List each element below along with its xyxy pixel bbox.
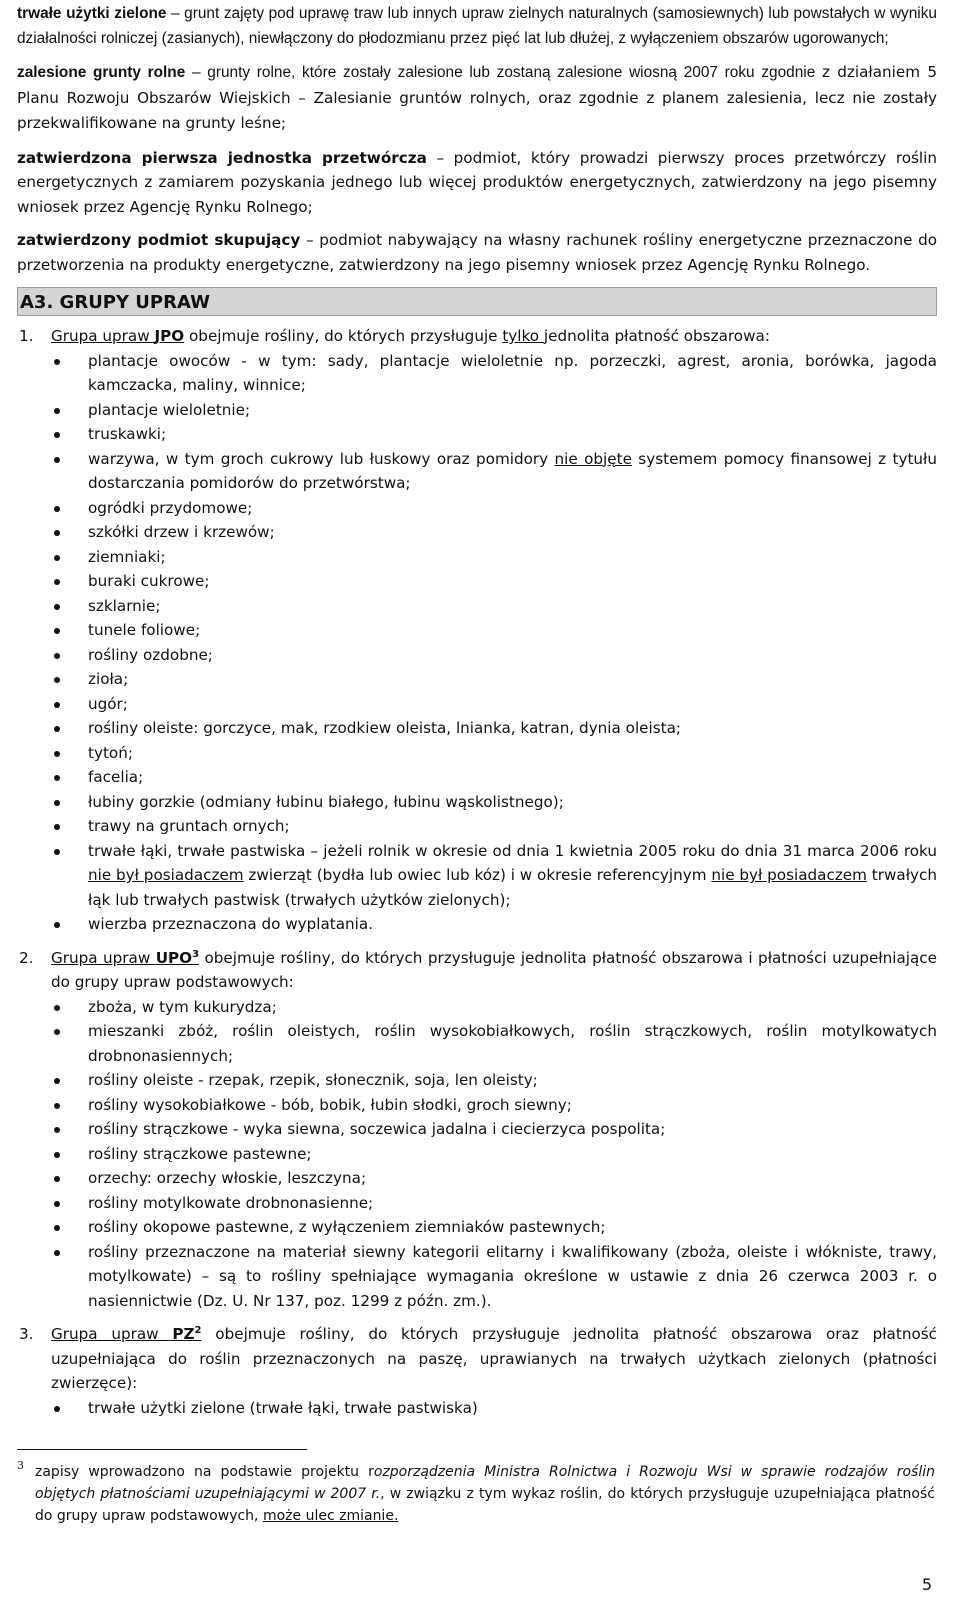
bullet-icon [54,677,60,683]
group-intro-text: obejmuje rośliny, do których przysługuje jednolita płatność obszarowa i płatności uzupełniające do grupy upraw podstawowych: [51,948,937,991]
definition-text: podmiot, który prowadzi pierwszy proces przetwórczy roślin energetycznych z zamiarem pozyskania jednego lub więcej produktów energetycznych, zatwierdzony na jego pisemny wniosek przez Agencję Rynku Rolnego; [17,148,937,216]
list-item [51,520,937,545]
crop-list [51,1396,937,1421]
item-text: rośliny ozdobne; [88,645,213,664]
list-item [51,643,937,668]
footnote-italic: ozporządzenia Ministra Rolnictwa i Rozwoju Wsi w sprawie rodzajów roślin objętych płatnościami uzupełniającymi w 2007 r. [35,1464,936,1502]
list-item [51,716,937,741]
definition-jednostka-przetworcza [17,146,937,220]
list-item [51,1117,937,1142]
footnote-mark: 3 [17,1459,24,1472]
item-text: ziemniaki; [88,547,166,566]
item-text: facelia; [88,768,144,786]
bullet-icon [54,653,60,659]
definition-text: grunty rolne, które zostały zalesione lub zostaną zalesione wiosną 2007 roku zgodnie [207,64,816,81]
item-text-cont: systemem pomocy finansowej z tytułu dostarczania pomidorów do przetwórstwa; [88,449,937,492]
dash: – [166,5,185,22]
item-text: zboża, w tym kukurydza; [88,997,277,1016]
item-text: rośliny przeznaczone na materiał siewny kategorii elitarny i kwalifikowany (zboża, oleiste i włókniste, trawy, motylkowate) – są to rośliny spełniające wymagania określone w ustawie z dnia 26 czerwca 2003 r. o nasiennictwie (Dz. U. Nr 137, poz. 1299 z późn. zm.). [88,1242,937,1310]
bullet-icon [54,604,60,610]
list-item [51,814,937,839]
definition-zalesione-grunty [17,60,937,137]
item-text-cont: zwierząt (bydła lub owiec lub kóz) i w okresie referencyjnym [243,866,712,884]
item-text: rośliny strączkowe - wyka siewna, soczewica jadalna i ciecierzyca pospolita; [88,1120,666,1138]
footnote-text-b: , w związku z tym wykaz roślin, do których przysługuje uzupełniająca płatność do grupy upraw podstawowych, [35,1486,935,1524]
bullet-icon [54,1005,60,1011]
item-text: trwałe użytki zielone (trwałe łąki, trwałe pastwiska) [88,1398,478,1417]
group-intro-end: jednolita płatność obszarowa: [543,327,770,345]
item-text: rośliny oleiste - rzepak, rzepik, słonecznik, soja, len oleisty; [88,1071,538,1089]
bullet-icon [54,1250,60,1256]
list-item [51,790,937,815]
item-emphasis: nie objęte [554,449,632,468]
item-text: ugór; [88,694,128,713]
item-text: tunele foliowe; [88,621,201,639]
list-item [51,1166,937,1191]
bullet-icon [54,530,60,536]
emphasis-tylko: tylko [502,327,544,345]
list-item [51,912,937,937]
group-intro-text: obejmuje rośliny, do których przysługuje [184,327,503,345]
item-text: wierzba przeznaczona do wyplatania. [88,915,374,933]
bullet-icon [54,1103,60,1109]
list-item [51,1240,937,1314]
bullet-icon [54,1176,60,1182]
item-text: rośliny motylkowate drobnonasienne; [88,1193,374,1212]
list-item [51,569,937,594]
bullet-icon [54,1029,60,1035]
bullet-icon [54,579,60,585]
list-item [51,594,937,619]
list-item [51,1068,937,1093]
group-upo [17,946,937,1314]
bullet-icon [54,628,60,634]
group-title-link [51,949,199,967]
bullet-icon [54,922,60,928]
group-label: Grupa upraw [51,1325,173,1343]
list-item [51,765,937,790]
list-item [51,422,937,447]
section-heading: A3. GRUPY UPRAW [17,287,937,316]
crop-list [51,349,937,937]
group-number: 2. [19,948,34,967]
definition-term: zalesione grunty rolne [17,64,186,81]
list-item [51,349,937,398]
list-item [51,741,937,766]
list-item [51,618,937,643]
item-text: ogródki przydomowe; [88,498,253,517]
footnote-separator [17,1449,307,1450]
group-number: 1. [19,327,34,345]
item-text: trawy na gruntach ornych; [88,817,290,835]
bullet-icon [54,506,60,512]
bullet-icon [54,775,60,781]
group-intro [51,946,937,995]
list-item [51,1093,937,1118]
item-text: warzywa, w tym groch cukrowy lub łuskowy oraz pomidory [88,449,555,468]
bullet-icon [54,457,60,463]
group-code: UPO [155,948,193,967]
item-text: trwałe łąki, trwałe pastwiska – jeżeli rolnik w okresie od dnia 1 kwietnia 2005 roku do dnia 31 marca 2006 roku [88,841,937,860]
list-item [51,447,937,496]
bullet-icon [54,1152,60,1158]
definition-text: grunt zajęty pod uprawę traw lub innych upraw zielnych naturalnych (samosiewnych) lub powstałych w wyniku działalności rolniczej (zasianych), niewłączony do płodozmianu przez pięć lat lub dłużej, z wyłączeniem obszarów ugorowanych; [17,5,937,47]
page-number: 5 [921,1575,932,1594]
group-intro-text: obejmuje rośliny, do których przysługuje jednolita płatność obszarowa oraz płatność uzupełniająca do roślin przeznaczonych na paszę, uprawianych na trwałych użytkach zielonych (płatności zwierzęce): [51,1325,937,1392]
footnote-ref: 3 [192,948,200,960]
list-item [51,1191,937,1216]
item-text-end: trwałych łąk lub trwałych pastwisk (trwałych użytków zielonych); [88,866,937,909]
list-item [51,692,937,717]
bullet-icon [54,432,60,438]
crop-list [51,995,937,1314]
definition-text-cont: z działaniem 5 Planu Rozwoju Obszarów Wiejskich – Zalesianie gruntów rolnych, oraz zgodnie z planem zalesienia, lecz nie zostały przekwalifikowane na grunty leśne; [17,63,937,132]
definition-term: trwałe użytki zielone [17,5,167,22]
list-item [51,1396,937,1421]
definition-term: zatwierdzona pierwsza jednostka przetwórcza [17,148,427,167]
group-intro [51,324,937,349]
bullet-icon [54,751,60,757]
bullet-icon [54,726,60,732]
bullet-icon [54,702,60,708]
footnote [17,1461,935,1527]
bullet-icon [54,1201,60,1207]
definition-text: podmiot nabywający na własny rachunek rośliny energetyczne przeznaczone do przetworzenia na produkty energetyczne, zatwierdzony na jego pisemny wniosek przez Agencję Rynku Rolnego. [17,231,938,274]
bullet-icon [54,1078,60,1084]
footnote-emphasis: może ulec zmianie. [262,1508,399,1524]
item-text: rośliny okopowe pastewne, z wyłączeniem ziemniaków pastewnych; [88,1218,606,1236]
item-text: truskawki; [88,425,167,443]
list-item [51,1142,937,1167]
footnote-text [17,1461,935,1527]
item-text: tytoń; [88,743,133,762]
item-text: rośliny wysokobiałkowe - bób, bobik, łubin słodki, groch siewny; [88,1095,572,1114]
bullet-icon [54,800,60,806]
group-label: Grupa upraw [51,327,155,345]
bullet-icon [54,1406,60,1412]
bullet-icon [54,1127,60,1133]
dash: – [300,231,320,249]
bullet-icon [54,555,60,561]
document-page [17,0,937,1429]
item-emphasis: nie był posiadaczem [88,866,244,884]
group-label: Grupa upraw [51,948,156,967]
group-intro [51,1322,937,1396]
list-item [51,545,937,570]
group-title-link [51,327,184,345]
item-text: plantacje owoców - w tym: sady, plantacje wieloletnie np. porzeczki, agrest, aronia, borówka, jagoda kamczacka, maliny, winnice; [88,351,937,394]
list-item [51,1215,937,1240]
bullet-icon [54,359,60,365]
bullet-icon [54,408,60,414]
dash: – [426,148,454,167]
item-text: szklarnie; [88,596,161,615]
item-text: łubiny gorzkie (odmiany łubinu białego, łubinu wąskolistnego); [88,792,564,811]
item-text: buraki cukrowe; [88,572,210,590]
bullet-icon [54,824,60,830]
list-item [51,839,937,913]
group-title-link [51,1325,202,1343]
item-text: mieszanki zbóż, roślin oleistych, roślin wysokobiałkowych, roślin strączkowych, roślin motylkowatych drobnonasiennych; [88,1022,937,1065]
list-item [51,667,937,692]
definition-term: zatwierdzony podmiot skupujący [17,231,301,249]
item-text: orzechy: orzechy włoskie, leszczyna; [88,1169,367,1187]
item-text: rośliny oleiste: gorczyce, mak, rzodkiew oleista, lnianka, katran, dynia oleista; [88,719,682,737]
group-number: 3. [19,1325,34,1343]
group-code: PZ [172,1325,195,1343]
item-text: szkółki drzew i krzewów; [88,523,275,541]
footnote-ref: 2 [194,1324,202,1336]
list-item [51,496,937,521]
group-code: JPO [154,327,185,345]
group-jpo [17,324,937,937]
item-emphasis: nie był posiadaczem [711,866,867,884]
item-text: plantacje wieloletnie; [88,400,251,419]
list-item [51,398,937,423]
bullet-icon [54,1225,60,1231]
definition-trwale-uzytki [17,2,937,51]
group-pz [17,1322,937,1420]
item-text: zioła; [88,670,129,688]
bullet-icon [54,849,60,855]
item-text: rośliny strączkowe pastewne; [88,1144,312,1163]
dash: – [185,64,208,81]
definition-podmiot-skupujacy [17,228,937,277]
list-item [51,1019,937,1068]
list-item [51,995,937,1020]
footnote-text-a: zapisy wprowadzono na podstawie projektu r [35,1464,374,1480]
